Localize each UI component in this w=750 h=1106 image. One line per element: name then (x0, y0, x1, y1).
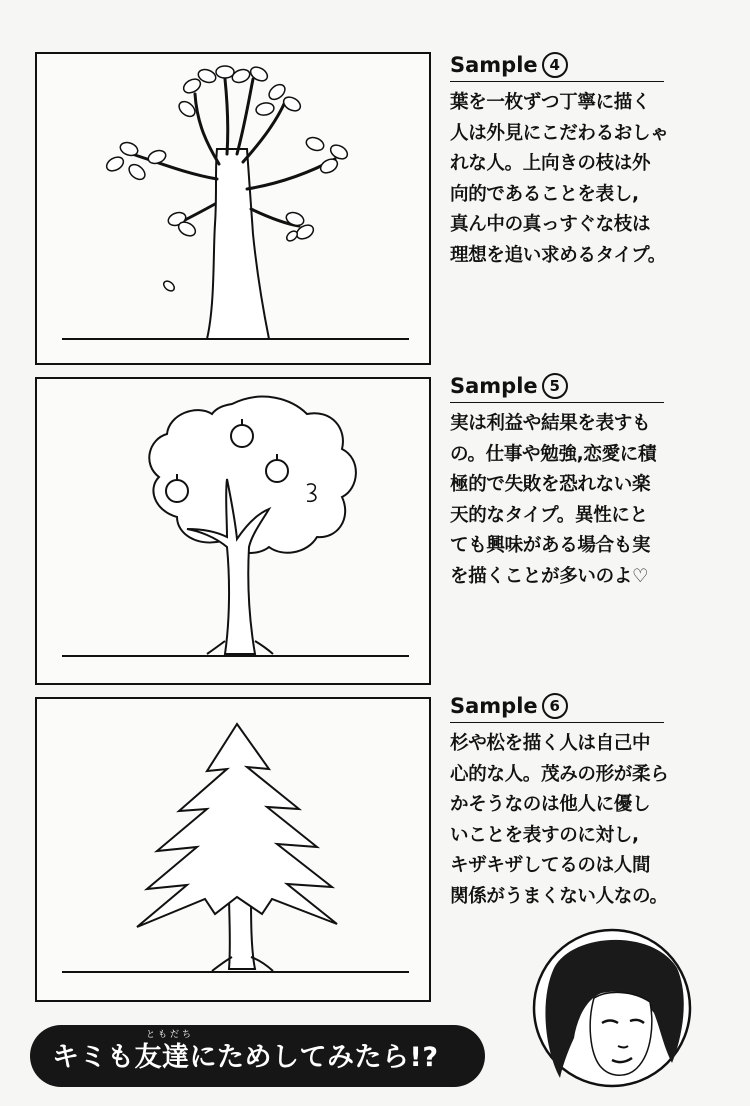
sample-4-text (450, 52, 670, 271)
text-line: 極的で失敗を恐れない楽 (450, 474, 651, 495)
text-line: いことを表すのに対し, (450, 824, 639, 846)
text-line: 向的であることを表し, (450, 183, 639, 205)
sample-label: Sample (450, 694, 538, 718)
drawing-panel-sample-6 (35, 697, 431, 1002)
text-line: 天的なタイプ。異性にと (450, 504, 648, 526)
text-line: かそうなのは他人に優し (450, 794, 651, 815)
text-line: 葉を一枚ずつ丁寧に描く (450, 92, 651, 113)
text-line: 真ん中の真っすぐな枝は (450, 214, 651, 235)
drawing-panel-sample-4 (35, 52, 431, 365)
sample-number-badge: 4 (542, 52, 568, 78)
text-line: 杉や松を描く人は自己中 (450, 733, 651, 754)
sample-4-description (450, 88, 670, 271)
sample-4-heading (450, 52, 664, 82)
banner-ruby: ともだち (146, 1030, 195, 1040)
text-line: れな人。上向きの枝は外 (450, 153, 651, 174)
sample-label: Sample (450, 374, 538, 398)
woman-portrait-illustration (532, 928, 692, 1088)
text-line: 実は利益や結果を表すも (450, 413, 651, 434)
fruit-tree-illustration (37, 379, 429, 683)
sample-5-text (450, 373, 670, 592)
drawing-panel-sample-5 (35, 377, 431, 685)
sample-number-badge: 6 (542, 693, 568, 719)
sample-6-description (450, 729, 670, 912)
sample-6-heading (450, 693, 664, 723)
sample-5-description (450, 409, 670, 592)
text-line: 理想を追い求めるタイプ。 (450, 244, 666, 266)
sample-5-heading (450, 373, 664, 403)
text-line: を描くことが多いのよ♡ (450, 565, 649, 587)
text-line: の。仕事や勉強,恋愛に積 (450, 443, 657, 465)
text-line: 関係がうまくない人なの。 (450, 885, 668, 907)
leafy-tree-illustration (37, 54, 429, 363)
banner-text: キミも友達にためしてみたら!? (52, 1042, 439, 1073)
text-line: 心的な人。茂みの形が柔ら (450, 763, 669, 785)
text-line: キザキザしてるのは人間 (450, 855, 651, 876)
sample-6-text (450, 693, 670, 912)
cedar-tree-illustration (37, 699, 429, 1000)
sample-label: Sample (450, 53, 538, 77)
sample-number-badge: 5 (542, 373, 568, 399)
text-line: ても興味がある場合も実 (450, 535, 651, 556)
bottom-banner (30, 1025, 485, 1087)
text-line: 人は外見にこだわるおしゃ (450, 122, 669, 144)
